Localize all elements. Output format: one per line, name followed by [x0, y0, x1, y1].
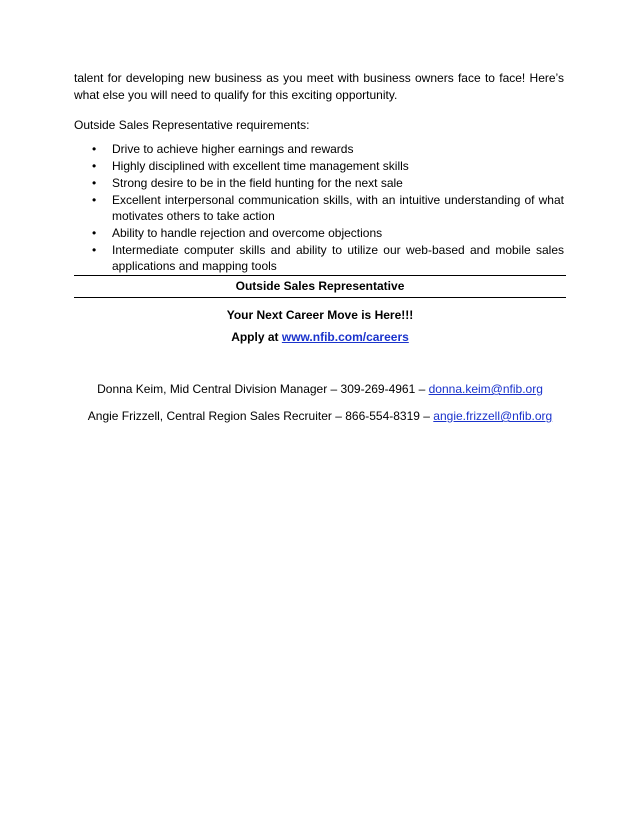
email-link[interactable]: donna.keim@nfib.org [428, 382, 543, 396]
list-item [74, 158, 564, 174]
requirement-text: Excellent interpersonal communication skills, with an intuitive understanding of what motivates others to take action [112, 193, 564, 223]
email-link[interactable]: angie.frizzell@nfib.org [433, 409, 553, 423]
requirement-text: Ability to handle rejection and overcome objections [112, 226, 383, 240]
intro-paragraph: talent for developing new business as you meet with business owners face to face! Here’s what else you will need to qualify for this exciting opportunity. [74, 71, 564, 102]
next-move-heading: Your Next Career Move is Here!!! [226, 308, 414, 322]
requirements-list [74, 141, 564, 275]
apply-prefix: Apply at [231, 330, 282, 344]
bullet-icon: • [92, 176, 97, 190]
bullet-icon: • [92, 193, 97, 207]
contact-text: Donna Keim, Mid Central Division Manager – 309-269-4961 – [97, 382, 429, 396]
list-item [74, 141, 564, 157]
contact-text: Angie Frizzell, Central Region Sales Recruiter – 866-554-8319 – [87, 409, 434, 423]
contact-line [74, 382, 566, 396]
divider-bottom [74, 297, 566, 298]
bullet-icon: • [92, 243, 97, 257]
list-item [74, 242, 564, 274]
careers-link[interactable]: www.nfib.com/careers [281, 330, 409, 344]
bullet-icon: • [92, 226, 97, 240]
requirement-text: Highly disciplined with excellent time management skills [112, 159, 409, 173]
banner-title: Outside Sales Representative [235, 279, 405, 293]
divider-top [74, 275, 566, 276]
list-item [74, 175, 564, 191]
requirement-text: Intermediate computer skills and ability to utilize our web-based and mobile sales applications and mapping tools [112, 243, 564, 273]
contact-line [74, 409, 566, 423]
requirements-heading: Outside Sales Representative requirements: [74, 118, 310, 132]
bullet-icon: • [92, 159, 97, 173]
requirement-text: Drive to achieve higher earnings and rewards [112, 142, 354, 156]
apply-line [74, 330, 566, 344]
list-item [74, 192, 564, 224]
bullet-icon: • [92, 142, 97, 156]
requirement-text: Strong desire to be in the field hunting for the next sale [112, 176, 403, 190]
list-item [74, 225, 564, 241]
